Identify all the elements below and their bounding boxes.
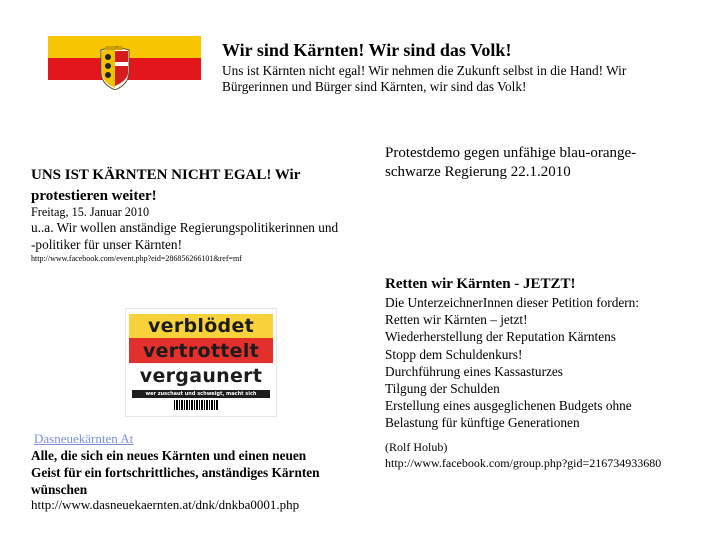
sticker-word-1: verblödet: [147, 315, 255, 337]
protest-sticker-image: [126, 309, 276, 416]
carinthia-flag-icon: [48, 36, 201, 102]
dnk-url-link[interactable]: http://www.dasneuekaernten.at/dnk/dnkba0001.php: [31, 497, 300, 512]
barcode-icon: [174, 400, 218, 410]
petition-item: Wiederherstellung der Reputation Kärntens: [385, 329, 616, 345]
sticker-slogan: wer zuschaut und schweigt, macht sich: [132, 390, 270, 398]
petition-item: Retten wir Kärnten – jetzt!: [385, 312, 528, 328]
petition-item: Erstellung eines ausgeglichenen Budgets ohne: [385, 398, 632, 414]
dnk-link[interactable]: Dasneuekärnten At: [34, 431, 134, 446]
protest-headline: UNS IST KÄRNTEN NICHT EGAL! Wir protestieren weiter!: [31, 167, 301, 204]
petition-item: Stopp dem Schuldenkurs!: [385, 346, 523, 362]
petition-group-link[interactable]: http://www.facebook.com/group.php?gid=216734933680: [385, 456, 662, 470]
petition-item: Belastung für künftige Generationen: [385, 415, 580, 431]
page-title: Wir sind Kärnten! Wir sind das Volk!: [222, 40, 512, 60]
petition-item: Die UnterzeichnerInnen dieser Petition fordern:: [385, 295, 640, 310]
petition-author: (Rolf Holub): [385, 440, 448, 454]
coat-of-arms-icon: [99, 46, 131, 90]
protest-event-link[interactable]: http://www.facebook.com/event.php?eid=286856266101&ref=mf: [31, 254, 242, 263]
sticker-word-3: vergaunert: [139, 365, 263, 387]
petition-list: [385, 294, 639, 432]
protest-body: u..a. Wir wollen anständige Regierungspolitikerinnen und -politiker für unser Kärnten!: [31, 220, 339, 252]
dnk-description: Alle, die sich ein neues Kärnten und einen neuen Geist für ein fortschrittliches, anständiges Kärnten wünschen: [31, 448, 320, 497]
petition-title: Retten wir Kärnten - JETZT!: [385, 276, 576, 292]
demo-announcement: Protestdemo gegen unfähige blau-orange-schwarze Regierung 22.1.2010: [385, 145, 637, 180]
intro-text: Uns ist Kärnten nicht egal! Wir nehmen die Zukunft selbst in die Hand! Wir Bürgerinnen und Bürger sind Kärnten, wir sind das Volk!: [222, 63, 627, 94]
petition-item: Durchführung eines Kassasturzes: [385, 363, 563, 379]
petition-item: Tilgung der Schulden: [385, 381, 500, 397]
sticker-word-2: vertrottelt: [142, 340, 260, 362]
protest-date: Freitag, 15. Januar 2010: [31, 205, 150, 219]
